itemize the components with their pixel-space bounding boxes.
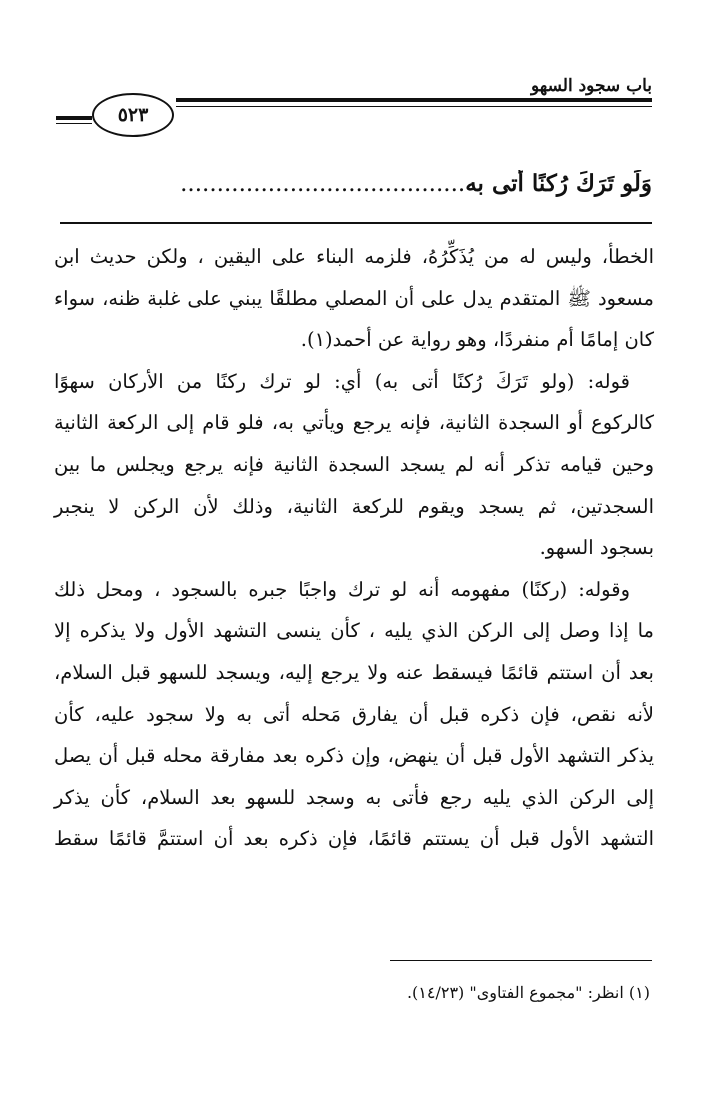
footnote: (١) انظر: "مجموع الفتاوى" (١٤/٢٣). [406, 983, 650, 1002]
page-number: ٥٢٣ [92, 93, 174, 137]
body-line: التشهد الأول قبل أن يستتم قائمًا، فإن ذكره بعد أن استتمَّ قائمًا سقط [54, 827, 654, 851]
body-line: ما إذا وصل إلى الركن الذي يليه ، كأن ينسى التشهد الأول ولا يذكره إلا [54, 619, 654, 643]
body-line: كان إمامًا أم منفردًا، وهو رواية عن أحمد(١). [300, 328, 654, 352]
matn-text: وَلَو تَرَكَ رُكنًا أتى به [465, 170, 652, 197]
body-line: يذكر التشهد الأول قبل أن ينهض، وإن ذكره بعد مفارقة محله قبل أن يصل [54, 744, 654, 768]
matn-rule [60, 222, 652, 224]
body-line: السجدتين، ثم يسجد ويقوم للركعة الثانية، وذلك لأن الركن لا ينجبر [54, 494, 654, 518]
body-line: لأنه نقص، فإن ذكره قبل أن يفارق مَحله أتى به ولا سجود عليه، كأن [54, 702, 654, 726]
body-line: الخطأ، وليس له من يُذَكِّرُهُ، فلزمه البناء على اليقين ، ولكن حديث ابن [54, 245, 654, 268]
body-line: بعد أن استتم قائمًا فيسقط عنه ولا يرجع إليه، ويسجد للسهو قبل السلام، [54, 660, 654, 684]
body-line: بسجود السهو. [539, 536, 654, 560]
body-text [54, 236, 654, 860]
body-line: وحين قيامه تذكر أنه لم يسجد السجدة الثانية فإنه يرجع ويجلس ما بين [54, 452, 654, 476]
footnote-rule [390, 960, 652, 961]
header-rule-left-thin [56, 123, 92, 124]
body-line: قوله: (ولو تَرَكَ رُكنًا أتى به) أي: لو ترك ركنًا من الأركان سهوًا [54, 369, 630, 393]
body-line: كالركوع أو السجدة الثانية، فإنه يرجع ويأتي به، فلو قام إلى الركعة الثانية [54, 411, 654, 435]
header-rule-left [56, 116, 92, 120]
body-line: وقوله: (ركنًا) مفهومه أنه لو ترك واجبًا جبره بالسجود ، ومحل ذلك [54, 577, 630, 601]
body-line: إلى الركن الذي يليه رجع فأتى به وسجد للسهو بعد السلام، كأن يذكر [54, 785, 654, 809]
header-rule [176, 98, 652, 106]
body-line: مسعود ﷺ المتقدم يدل على أن المصلي مطلقًا يبني على غلبة ظنه، سواء [54, 286, 654, 310]
matn-dots: ....................................... [180, 171, 466, 197]
header-rule-thin [176, 106, 652, 107]
matn-heading [56, 170, 652, 197]
chapter-title: باب سجود السهو [530, 76, 652, 96]
